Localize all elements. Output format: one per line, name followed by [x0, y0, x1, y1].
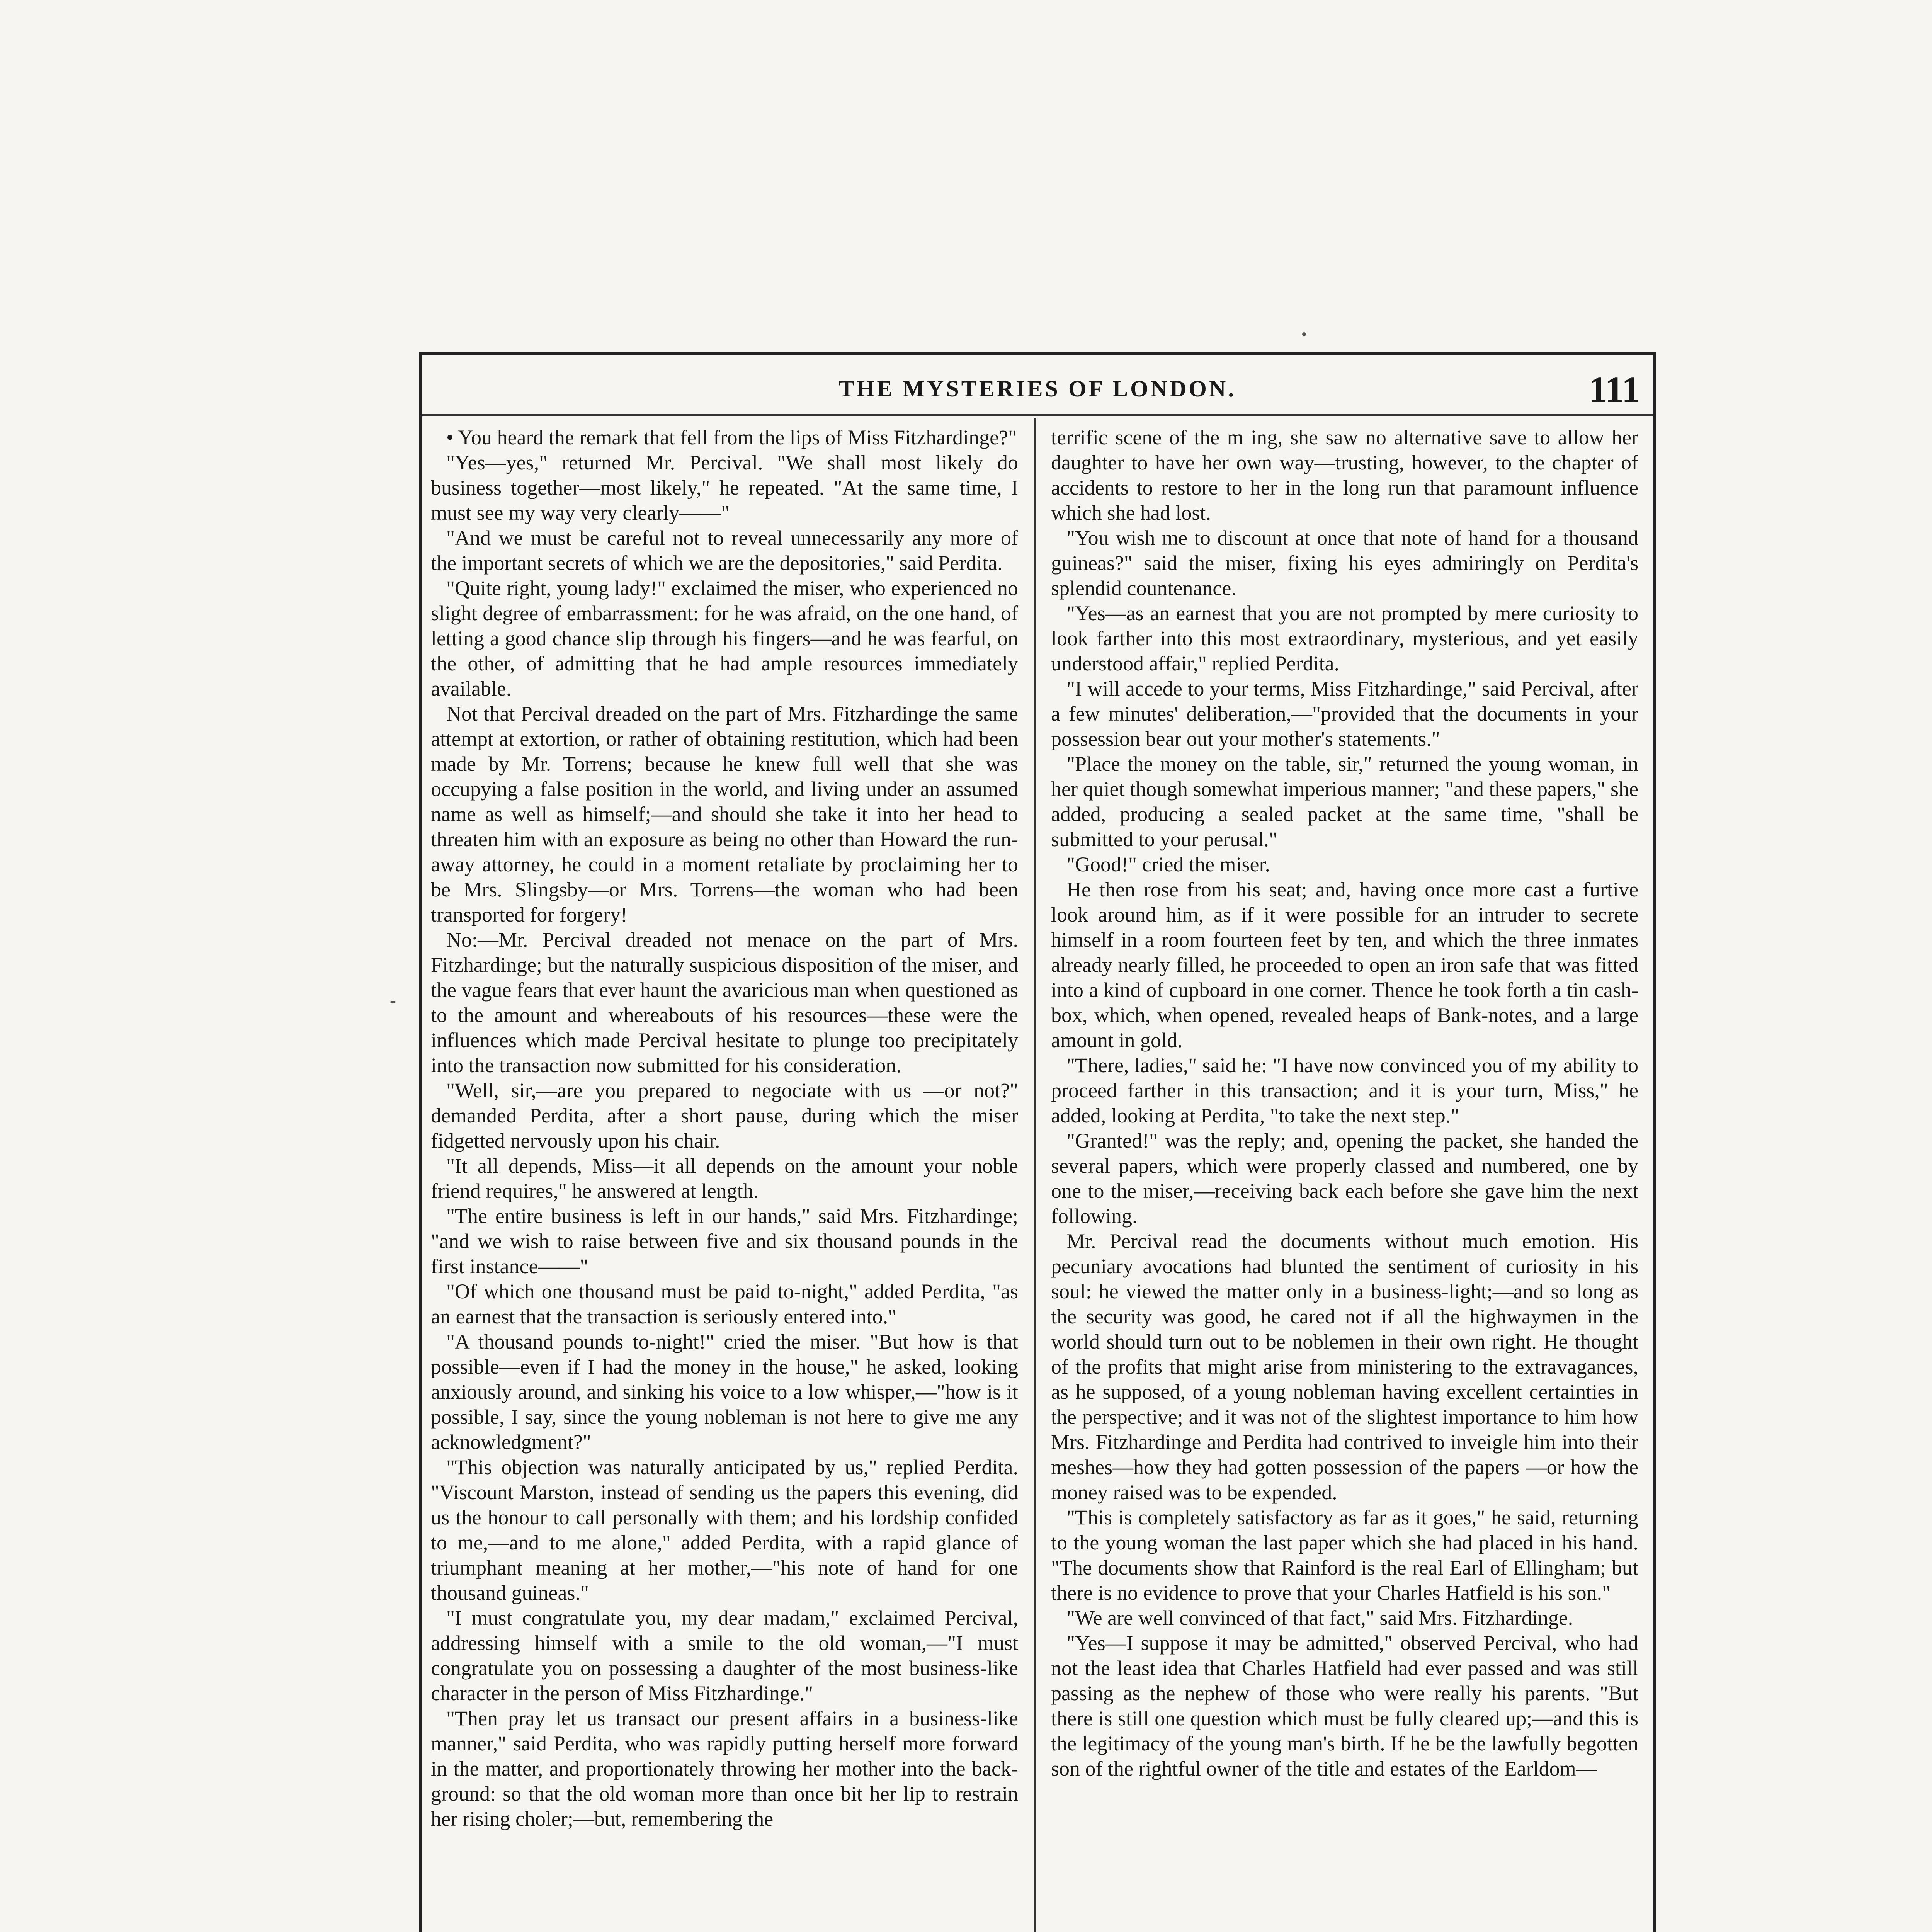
frame-rule-right — [1653, 352, 1656, 1932]
running-head: THE MYSTERIES OF LONDON. — [838, 376, 1236, 401]
paragraph: Mr. Percival read the documents without much emotion. His pecuniary avocations had blunted the sentiment of curiosity in his soul: he viewed the matter only in a business-light;—and so long as the security was good, he cared not if all the highwaymen in the world should turn out to be noblemen in their own right. He thought of the profits that might arise from ministering to the extravagances, as he supposed, of a young nobleman having excellent certainties in the perspective; and it was not of the slightest importance to him how Mrs. Fitzhardinge and Perdita had contrived to inveigle him into their meshes—how they had gotten possession of the papers —or how the money raised was to be expended. — [1051, 1230, 1638, 1504]
paragraph: "Of which one thousand must be paid to-night," added Perdita, "as an earnest that the transaction is seriously entered into." — [431, 1280, 1018, 1328]
frame-rule-left — [419, 352, 422, 1932]
paragraph: "This is completely satisfactory as far as it goes," he said, returning to the young woman the last paper which she had placed in his hand. "The documents show that Rainford is the real Earl of Ellingham; but there is no evidence to prove that your Charles Hatfield is his son." — [1051, 1506, 1638, 1604]
paragraph: "You wish me to discount at once that note of hand for a thousand guineas?" said the miser, fixing his eyes admiringly on Perdita's splendid countenance. — [1051, 526, 1638, 600]
page-frame — [419, 352, 1656, 1932]
paragraph: "Good!" cried the miser. — [1066, 853, 1270, 876]
paragraph: "This objection was naturally anticipated by us," replied Perdita. "Viscount Marston, instead of sending us the papers this evening, did us the honour to call personally with them; and his lordship confided to me,—and to me alone," added Perdita, with a rapid glance of triumphant meaning at her mother,—"his note of hand for one thousand guineas." — [431, 1456, 1018, 1604]
paragraph: Not that Percival dreaded on the part of Mrs. Fitzhardinge the same attempt at extortion, or rather of obtaining restitution, which had been made by Mr. Torrens; because he knew full well that she was occupying a false position in the world, and living under an assumed name as well as himself;—and should she take it into her head to threaten him with an exposure as being no other than Howard the run-away attorney, he could in a moment retaliate by proclaiming her to be Mrs. Slingsby—or Mrs. Torrens—the woman who had been transported for forgery! — [431, 702, 1018, 926]
left-column — [431, 425, 1018, 1832]
scan-speck — [390, 1001, 396, 1003]
header-rule — [422, 414, 1653, 416]
paragraph: "Well, sir,—are you prepared to negociate with us —or not?" demanded Perdita, after a short pause, during which the miser fidgetted nervously upon his chair. — [431, 1079, 1018, 1152]
paragraph: "I must congratulate you, my dear madam," exclaimed Percival, addressing himself with a smile to the old woman,—"I must congratulate you on possessing a daughter of the most business-like character in the person of Miss Fitzhardinge." — [431, 1606, 1018, 1705]
scan-speck — [1302, 332, 1306, 336]
paragraph: "And we must be careful not to reveal unnecessarily any more of the important secrets of which we are the depositories," said Perdita. — [431, 526, 1018, 575]
paragraph: "A thousand pounds to-night!" cried the miser. "But how is that possible—even if I had the money in the house," he asked, looking anxiously around, and sinking his voice to a low whisper,—"how is it possible, I say, since the young nobleman is not here to give me any acknowledgment?" — [431, 1330, 1018, 1454]
paragraph: "The entire business is left in our hands," said Mrs. Fitzhardinge; "and we wish to raise between five and six thousand pounds in the first instance——" — [431, 1204, 1018, 1278]
paragraph: "There, ladies," said he: "I have now convinced you of my ability to proceed farther in this transaction; and it is your turn, Miss," he added, looking at Perdita, "to take the next step." — [1051, 1054, 1638, 1127]
paragraph: terrific scene of the m ing, she saw no alternative save to allow her daughter to have her own way—trusting, however, to the chapter of accidents to restore to her in the long run that paramount influence which she had lost. — [1051, 426, 1638, 524]
paragraph: "Quite right, young lady!" exclaimed the miser, who experienced no slight degree of embarrassment: for he was afraid, on the one hand, of letting a good chance slip through his fingers—and he was fearful, on the other, of admitting that he had ample resources immediately available. — [431, 577, 1018, 700]
frame-rule-top — [419, 352, 1656, 355]
paragraph: • You heard the remark that fell from the lips of Miss Fitzhardinge?" — [446, 426, 1017, 449]
paragraph: "We are well convinced of that fact," said Mrs. Fitzhardinge. — [1066, 1606, 1573, 1629]
paragraph: "Yes—I suppose it may be admitted," observed Percival, who had not the least idea that Charles Hatfield had ever passed and was still passing as the nephew of those who were really his parents. "But there is still one question which must be fully cleared up;—and this is the legitimacy of the young man's birth. If he be the lawfully begotten son of the rightful owner of the title and estates of the Earldom— — [1051, 1631, 1638, 1780]
paragraph: "Then pray let us transact our present affairs in a business-like manner," said Perdita, who was rapidly putting herself more forward in the matter, and proportionately throwing her mother into the back-ground: so that the old woman more than once bit her lip to restrain her rising choler;—but, remembering the — [431, 1707, 1018, 1830]
page-number: 111 — [1588, 369, 1640, 410]
paragraph: "Yes—as an earnest that you are not prompted by mere curiosity to look farther into this most extraordinary, mysterious, and yet easily understood affair," replied Perdita. — [1051, 602, 1638, 675]
paragraph: "Granted!" was the reply; and, opening the packet, she handed the several papers, which were properly classed and numbered, one by one to the miser,—receiving back each before she gave him the next following. — [1051, 1129, 1638, 1228]
column-divider — [1034, 418, 1036, 1932]
paragraph: He then rose from his seat; and, having once more cast a furtive look around him, as if it were possible for an intruder to secrete himself in a room fourteen feet by ten, and which the three inmates already nearly filled, he proceeded to open an iron safe that was fitted into a kind of cupboard in one corner. Thence he took forth a tin cash-box, which, when opened, revealed heaps of Bank-notes, and a large amount in gold. — [1051, 878, 1638, 1052]
right-column — [1051, 425, 1638, 1781]
paragraph: "Yes—yes," returned Mr. Percival. "We shall most likely do business together—most likely," he repeated. "At the same time, I must see my way very clearly——" — [431, 451, 1018, 524]
paragraph: "I will accede to your terms, Miss Fitzhardinge," said Percival, after a few minutes' deliberation,—"provided that the documents in your possession bear out your mother's statements." — [1051, 677, 1638, 750]
paragraph: "It all depends, Miss—it all depends on the amount your noble friend requires," he answered at length. — [431, 1154, 1018, 1202]
paragraph: No:—Mr. Percival dreaded not menace on the part of Mrs. Fitzhardinge; but the naturally suspicious disposition of the miser, and the vague fears that ever haunt the avaricious man when questioned as to the amount and whereabouts of his resources—these were the influences which made Percival hesitate to plunge too precipitately into the transaction now submitted for his consideration. — [431, 928, 1018, 1077]
paragraph: "Place the money on the table, sir," returned the young woman, in her quiet though somewhat imperious manner; "and these papers," she added, producing a sealed packet at the same time, "shall be submitted to your perusal." — [1051, 752, 1638, 851]
